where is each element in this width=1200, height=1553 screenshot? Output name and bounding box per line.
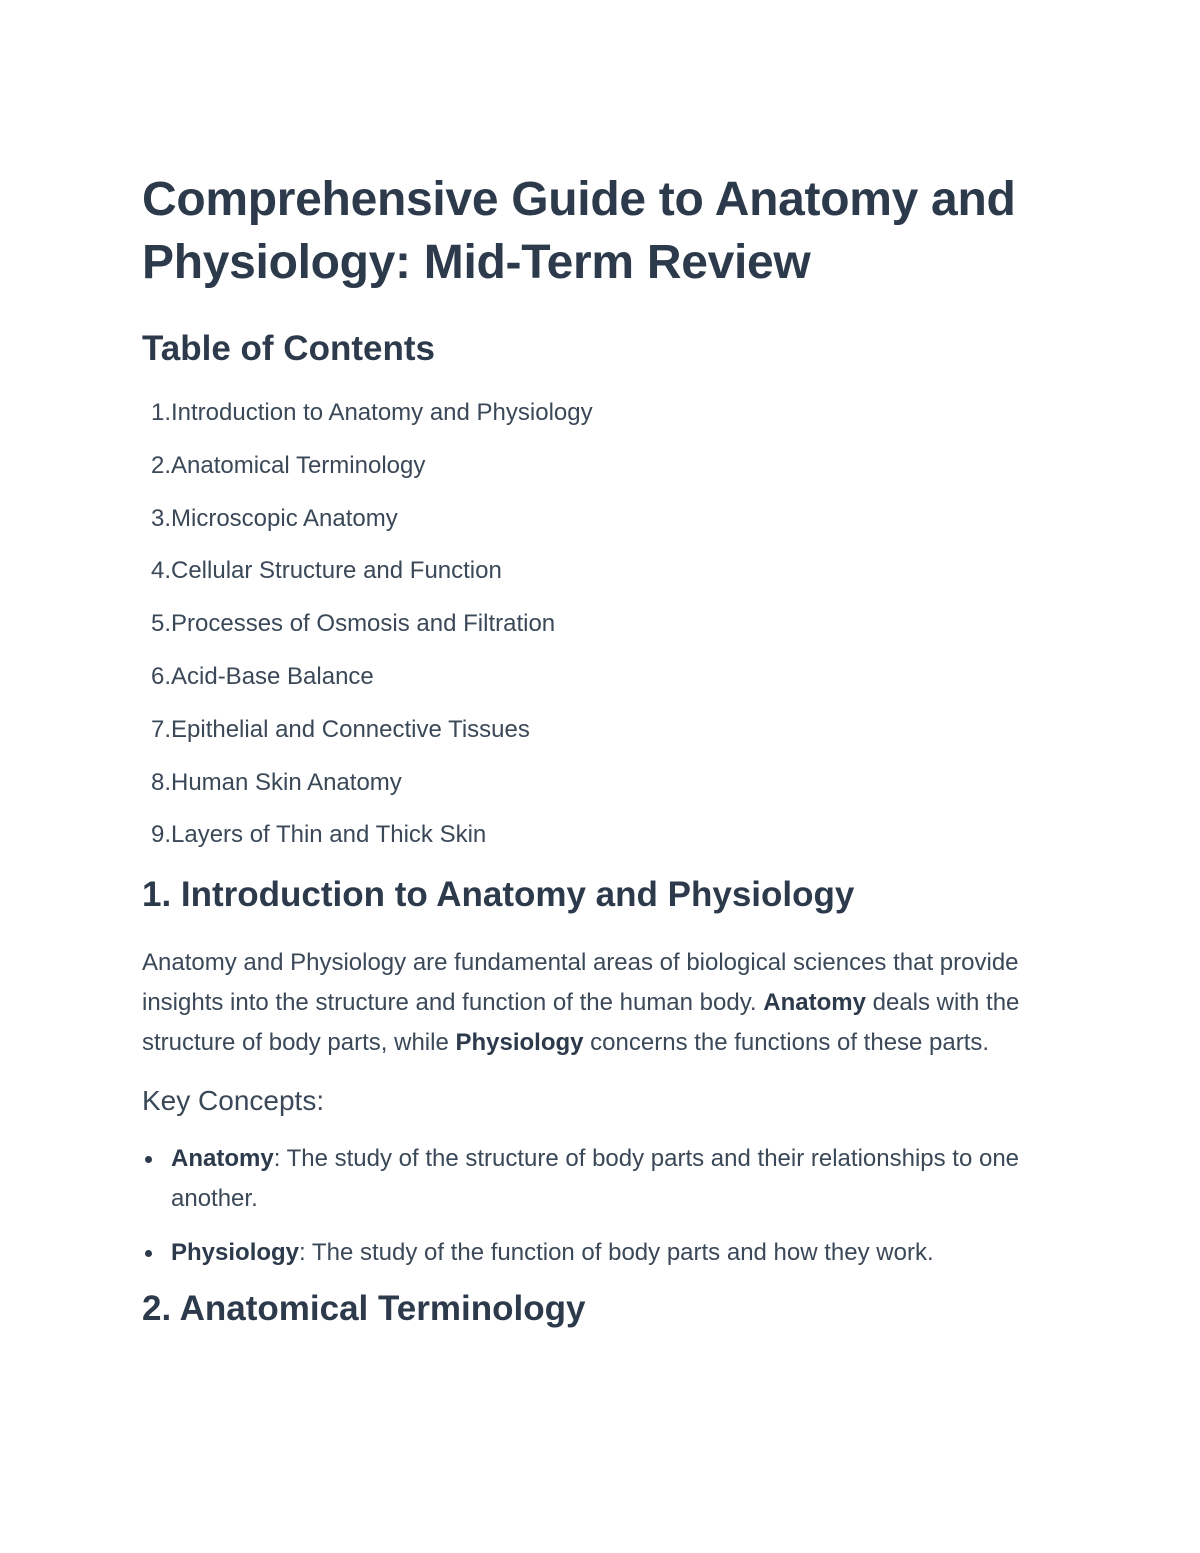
toc-heading: Table of Contents <box>142 329 435 368</box>
toc-item[interactable] <box>142 768 1072 798</box>
toc-item[interactable] <box>142 715 1072 745</box>
toc-item-label: Anatomical Terminology <box>171 451 426 479</box>
list-item <box>142 1233 1072 1273</box>
bullet-icon <box>145 1156 152 1163</box>
intro-bold-anatomy: Anatomy <box>763 989 866 1017</box>
concept-definition: : The study of the structure of body parts and their relationships to one another. <box>171 1145 1020 1213</box>
toc-item-label: Introduction to Anatomy and Physiology <box>171 399 593 426</box>
toc-item-number: 1. <box>150 399 171 426</box>
intro-text-2: deals with the structure of body parts, while <box>142 989 1020 1057</box>
section-2-heading: 2. Anatomical Terminology <box>142 1289 586 1329</box>
concept-term: Physiology <box>171 1239 300 1267</box>
list-item <box>142 1139 1072 1219</box>
toc-item[interactable] <box>142 451 1072 481</box>
toc-item-number: 8. <box>150 768 171 796</box>
table-of-contents <box>142 398 1072 850</box>
toc-item-number: 7. <box>150 715 171 743</box>
toc-item[interactable] <box>142 504 1072 534</box>
section-1-heading: 1. Introduction to Anatomy and Physiology <box>142 875 855 915</box>
toc-item-number: 3. <box>150 504 171 532</box>
toc-item-number: 9. <box>150 821 171 849</box>
toc-item-number: 4. <box>150 557 171 585</box>
toc-item-label: Acid-Base Balance <box>171 662 374 690</box>
toc-item-label: Epithelial and Connective Tissues <box>171 715 530 743</box>
toc-item-label: Human Skin Anatomy <box>171 768 402 796</box>
key-concepts-list <box>142 1139 1072 1273</box>
document-title: Comprehensive Guide to Anatomy and Physiology: Mid-Term Review <box>142 173 1016 289</box>
section-1-intro <box>142 943 1072 1063</box>
key-concepts-heading: Key Concepts: <box>142 1085 325 1117</box>
toc-item[interactable] <box>142 398 1072 428</box>
toc-item[interactable] <box>142 662 1072 692</box>
intro-text-3: concerns the functions of these parts. <box>583 1029 990 1057</box>
toc-item-number: 6. <box>150 662 171 690</box>
concept-term: Anatomy <box>171 1145 274 1173</box>
toc-item[interactable] <box>142 820 1072 850</box>
toc-item-label: Layers of Thin and Thick Skin <box>171 821 487 849</box>
toc-item-label: Processes of Osmosis and Filtration <box>171 610 556 638</box>
toc-item-label: Microscopic Anatomy <box>171 504 398 532</box>
document-page <box>142 168 1072 1331</box>
intro-bold-physiology: Physiology <box>455 1029 584 1057</box>
toc-item-number: 5. <box>150 610 171 638</box>
intro-text-1: Anatomy and Physiology are fundamental areas of biological sciences that provide insights into the structure and function of the human body. <box>142 949 1019 1017</box>
toc-item[interactable] <box>142 609 1072 639</box>
toc-item[interactable] <box>142 556 1072 586</box>
bullet-icon <box>145 1250 152 1257</box>
concept-definition: : The study of the function of body parts and how they work. <box>299 1239 934 1267</box>
toc-item-number: 2. <box>150 451 171 479</box>
toc-item-label: Cellular Structure and Function <box>171 557 502 585</box>
